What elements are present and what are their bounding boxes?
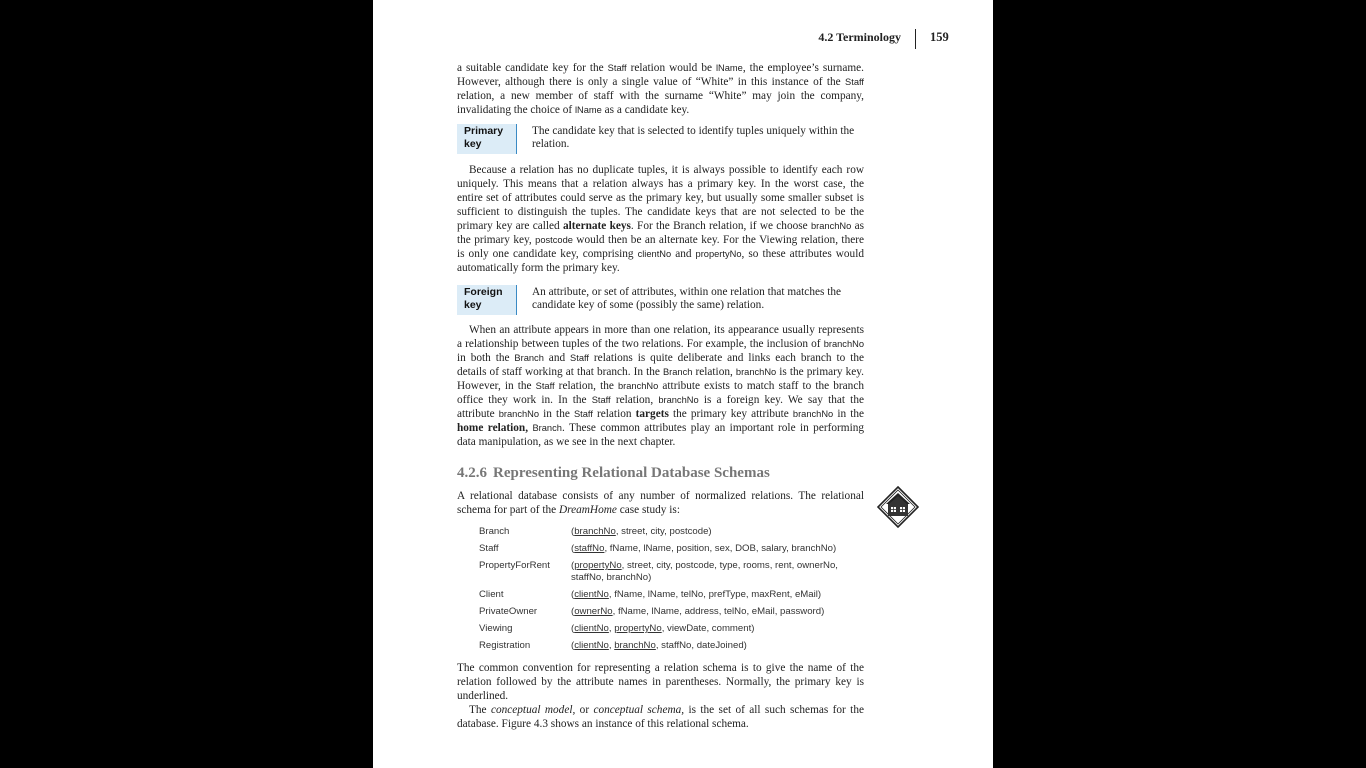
text-run: , the employee’s surname. However, although there is only a single value of “White” in this instance of the: [457, 62, 864, 88]
bold-term: targets: [635, 408, 669, 420]
code-term: branchNo: [810, 221, 852, 231]
definition-term: Primary key: [457, 124, 517, 154]
running-head: [373, 29, 993, 51]
definition-text: The candidate key that is selected to identify tuples uniquely within the relation.: [532, 125, 855, 150]
text-run: relation,: [610, 394, 659, 406]
relation-name: PrivateOwner: [479, 606, 538, 617]
schema-row-viewing: [479, 623, 869, 635]
code-term: Branch: [532, 423, 562, 433]
text-run: The: [469, 704, 491, 716]
definition-primary-key: [457, 124, 864, 154]
code-term: lName: [574, 105, 602, 115]
relation-name: Client: [479, 589, 504, 600]
definition-text: An attribute, or set of attributes, within one relation that matches the candidate key of some (possibly the same) relation.: [532, 286, 842, 311]
code-term: branchNo: [735, 367, 777, 377]
primary-key-attribute: branchNo: [574, 526, 616, 537]
primary-key-attribute: propertyNo: [614, 623, 662, 634]
attribute-text: (: [571, 640, 575, 651]
attribute-text: , staffNo, dateJoined): [655, 640, 747, 651]
relation-attributes: [571, 623, 869, 635]
definition-term: Foreign key: [457, 285, 517, 315]
text-run: the primary key attribute: [668, 408, 793, 420]
text-run: or: [575, 704, 594, 716]
bold-term: home relation,: [457, 422, 529, 434]
text-run: When an attribute appears in more than one relation, its appearance usually represents a relationship between tuples of the two relations. For example, the inclusion of: [457, 324, 864, 350]
text-run: is the primary key. However, in the: [457, 366, 865, 392]
attribute-text: , fName, lName, address, telNo, eMail, password): [612, 606, 825, 617]
para1-text: [457, 61, 864, 117]
relation-attributes: [571, 526, 869, 538]
primary-key-attribute: branchNo: [614, 640, 656, 651]
page-number: 159: [930, 30, 949, 44]
code-term: Staff: [570, 353, 589, 363]
text-run: in the: [833, 408, 865, 420]
schema-row-branch: [479, 526, 869, 538]
attribute-text: (: [571, 560, 575, 571]
attribute-text: , viewDate, comment): [661, 623, 755, 634]
code-term: branchNo: [498, 409, 540, 419]
code-term: lName: [715, 63, 743, 73]
attribute-text: (: [571, 543, 575, 554]
text-run: attribute exists to match staff to the branch office they work in. In the: [457, 380, 864, 406]
text-run: Because a relation has no duplicate tuples, it is always possible to identify each row uniquely. This means that a relation always has a primary key. In the worst case, the entire set of attributes could serve as the primary key, but usually some smaller subset is sufficient to distinguish the tuples. The candidate keys that are not selected to be the primary key are called: [457, 164, 864, 232]
primary-key-attribute: staffNo: [574, 543, 605, 554]
italic-term: conceptual schema,: [593, 704, 685, 716]
text-run: and: [543, 352, 571, 364]
text-run: The common convention for representing a relation schema is to give the name of the relation followed by the attribute names in parentheses. Normally, the primary key is underlined.: [457, 662, 864, 702]
text-run: as the primary key,: [457, 220, 864, 246]
code-term: branchNo: [618, 381, 659, 391]
primary-key-attribute: ownerNo: [574, 606, 613, 617]
code-term: Staff: [591, 395, 611, 405]
paragraph-alternate-keys: [457, 163, 864, 275]
text-run: , so these attributes would automatically form the primary key.: [457, 248, 864, 274]
text-run: relation, the: [554, 380, 618, 392]
primary-key-attribute: propertyNo: [574, 560, 622, 571]
attribute-text: (: [571, 589, 575, 600]
code-term: Branch: [662, 367, 693, 377]
text-run: relation: [592, 408, 636, 420]
relation-attributes: [571, 560, 869, 584]
dreamhome-house-icon: [877, 486, 919, 528]
relation-name: Registration: [479, 640, 531, 651]
attribute-text: (: [571, 623, 575, 634]
attribute-text: , fName, lName, position, sex, DOB, salary, branchNo): [604, 543, 837, 554]
para3-text: [457, 323, 864, 449]
text-run: relations is quite deliberate and links each branch to the details of staff working at that branch. In the: [457, 352, 864, 378]
text-run: relation, a new member of staff with the surname “White” may join the company, invalidating the choice of: [457, 90, 864, 116]
para6-text: [457, 703, 864, 731]
relation-attributes: [571, 543, 869, 555]
attribute-text: , street, city, postcode, type, rooms, rent, ownerNo, staffNo, branchNo): [571, 560, 838, 583]
attribute-text: (: [571, 526, 575, 537]
relation-name: Branch: [479, 526, 510, 537]
running-head-section: 4.2 Terminology: [818, 30, 901, 44]
text-run: . These common attributes play an important role in performing data manipulation, as we see in the next chapter.: [457, 422, 865, 448]
attribute-text: (: [571, 606, 575, 617]
code-term: branchNo: [792, 409, 834, 419]
code-term: branchNo: [823, 339, 864, 349]
code-term: Staff: [845, 77, 864, 87]
relational-schema-list: [479, 526, 869, 652]
attribute-text: ,: [608, 623, 615, 634]
definition-foreign-key: [457, 285, 864, 315]
relation-attributes: [571, 589, 869, 601]
text-run: would then be an alternate key. For the Viewing relation, there is only one candidate key, comprising: [457, 234, 865, 260]
italic-term: conceptual model,: [490, 704, 576, 716]
text-run: in the: [539, 408, 574, 420]
text-run: a suitable candidate key for the: [457, 62, 608, 74]
para5-text: [457, 661, 864, 703]
attribute-text: ,: [608, 640, 615, 651]
relation-name: PropertyForRent: [479, 560, 550, 571]
text-run: relation would be: [626, 62, 716, 74]
relation-attributes: [571, 606, 869, 618]
text-run: is a foreign key. We say that the attribute: [457, 394, 864, 420]
section-title: Representing Relational Database Schemas: [493, 465, 770, 481]
attribute-text: , street, city, postcode): [615, 526, 712, 537]
code-term: propertyNo: [695, 249, 742, 259]
primary-key-attribute: clientNo: [574, 623, 609, 634]
code-term: clientNo: [637, 249, 672, 259]
code-term: Staff: [607, 63, 627, 73]
paragraph-foreign-key-explanation: [457, 323, 864, 449]
schema-row-client: [479, 589, 869, 601]
section-number: 4.2.6: [457, 465, 487, 481]
code-term: branchNo: [658, 395, 699, 405]
section-heading: [457, 463, 770, 483]
text-run: case study is:: [616, 504, 680, 516]
paragraph-schema-intro: [457, 489, 864, 517]
code-term: Branch: [514, 353, 544, 363]
paragraph-candidate-key: [457, 61, 864, 117]
italic-term: DreamHome: [558, 504, 617, 516]
attribute-text: , fName, lName, telNo, prefType, maxRent, eMail): [608, 589, 822, 600]
text-run: is the set of all such schemas for the database. Figure 4.3 shows an instance of this relational schema.: [457, 704, 864, 730]
relation-name: Staff: [479, 543, 499, 554]
primary-key-attribute: clientNo: [574, 589, 609, 600]
primary-key-attribute: clientNo: [574, 640, 609, 651]
relation-name: Viewing: [479, 623, 513, 634]
running-head-divider: [915, 29, 916, 49]
text-run: in both the: [457, 352, 515, 364]
schema-row-staff: [479, 543, 869, 555]
paragraph-schema-convention: [457, 661, 864, 731]
bold-term: alternate keys: [563, 220, 631, 232]
text-run: . For the Branch relation, if we choose: [630, 220, 811, 232]
text-run: and: [671, 248, 696, 260]
text-run: relation,: [692, 366, 736, 378]
para4-text: [457, 489, 864, 517]
code-term: Staff: [573, 409, 593, 419]
para2-text: [457, 163, 864, 275]
code-term: postcode: [535, 235, 573, 245]
code-term: Staff: [535, 381, 555, 391]
text-run: A relational database consists of any number of normalized relations. The relational schema for part of the: [457, 490, 864, 516]
schema-row-privateowner: [479, 606, 869, 618]
text-run: as a candidate key.: [601, 104, 690, 116]
schema-row-registration: [479, 640, 869, 652]
schema-row-propertyforrent: [479, 560, 869, 584]
relation-attributes: [571, 640, 869, 652]
book-page: [373, 0, 993, 768]
